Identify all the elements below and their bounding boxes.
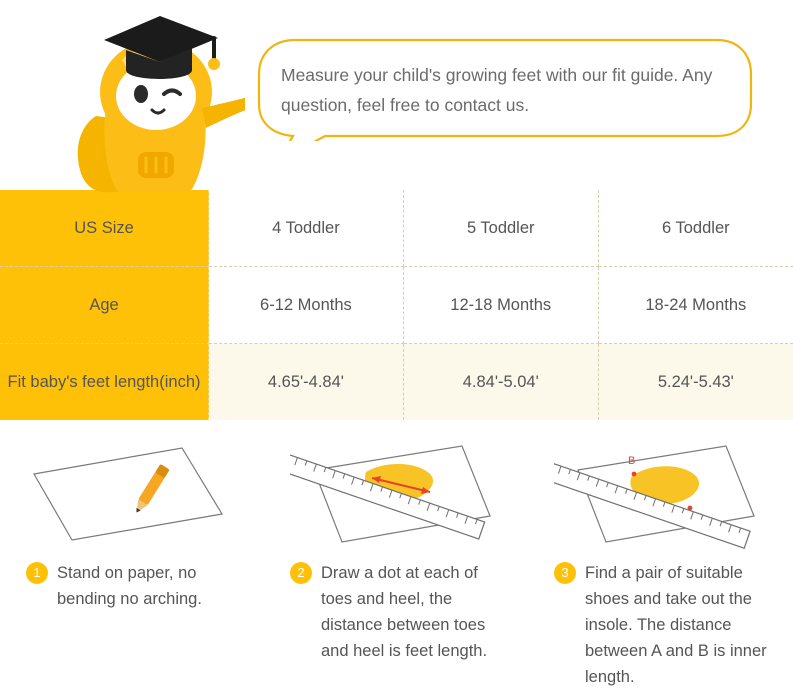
table-row — [0, 344, 793, 421]
step-1-illustration — [26, 442, 248, 552]
step-2-text: Draw a dot at each of toes and heel, the distance between toes and heel is feet length. — [321, 564, 488, 660]
label-b: B — [628, 455, 636, 467]
step-3-number: 3 — [554, 562, 576, 584]
mascot-character-icon — [60, 4, 245, 194]
step-3-text: Find a pair of suitable shoes and take out the insole. The distance between A and B is inner length. — [585, 564, 767, 686]
speech-bubble — [255, 36, 755, 141]
cell-us-size-2: 5 Toddler — [403, 190, 598, 267]
step-3 — [528, 442, 792, 690]
step-1 — [0, 442, 264, 690]
header-illustration — [0, 0, 793, 190]
step-1-number: 1 — [26, 562, 48, 584]
cell-age-1: 6-12 Months — [209, 267, 404, 344]
row-header-feet-length: Fit baby's feet length(inch) — [0, 344, 209, 421]
table-row — [0, 190, 793, 267]
measure-steps — [0, 420, 793, 690]
cell-feet-length-1: 4.65'-4.84' — [209, 344, 404, 421]
cell-age-2: 12-18 Months — [403, 267, 598, 344]
size-chart-table — [0, 190, 793, 420]
cell-age-3: 18-24 Months — [598, 267, 793, 344]
speech-bubble-text: Measure your child's growing feet with our fit guide. Any question, feel free to contact us. — [281, 65, 713, 115]
row-header-us-size: US Size — [0, 190, 209, 267]
step-3-illustration — [554, 442, 776, 552]
row-header-age: Age — [0, 267, 209, 344]
cell-feet-length-2: 4.84'-5.04' — [403, 344, 598, 421]
step-2 — [264, 442, 528, 690]
step-2-illustration — [290, 442, 512, 552]
cell-feet-length-3: 5.24'-5.43' — [598, 344, 793, 421]
cell-us-size-3: 6 Toddler — [598, 190, 793, 267]
step-2-number: 2 — [290, 562, 312, 584]
step-1-text: Stand on paper, no bending no arching. — [57, 564, 202, 608]
cell-us-size-1: 4 Toddler — [209, 190, 404, 267]
table-row — [0, 267, 793, 344]
